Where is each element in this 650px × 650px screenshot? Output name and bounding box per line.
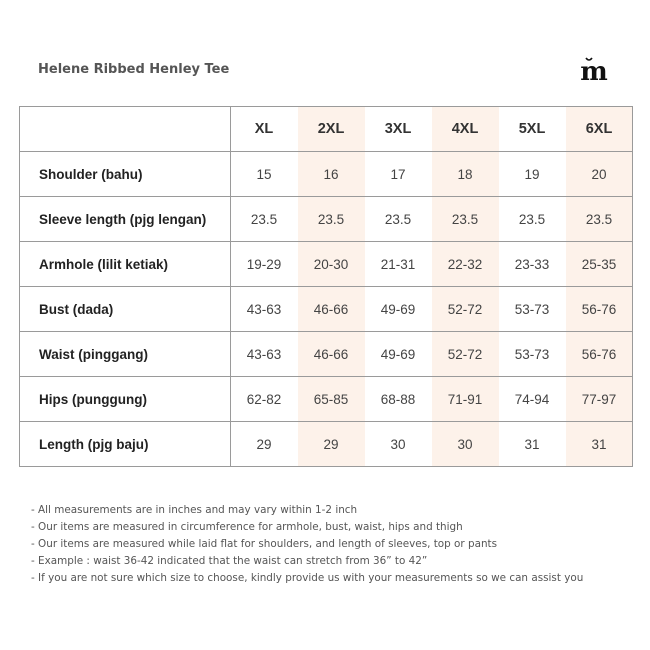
table-row: [20, 197, 633, 242]
table-cell: 19: [499, 152, 566, 197]
note-line: - Our items are measured in circumference for armhole, bust, waist, hips and thigh: [31, 521, 463, 533]
size-header-3xl: 3XL: [365, 107, 432, 152]
table-cell: 20: [566, 152, 633, 197]
table-cell: 56-76: [566, 287, 633, 332]
table-row: [20, 152, 633, 197]
table-cell: 49-69: [365, 287, 432, 332]
table-cell: 52-72: [432, 287, 499, 332]
table-cell: 56-76: [566, 332, 633, 377]
table-cell: 52-72: [432, 332, 499, 377]
table-cell: 23.5: [298, 197, 365, 242]
note-line: - If you are not sure which size to choose, kindly provide us with your measurements so we can assist you: [31, 572, 584, 584]
size-chart-table: [19, 106, 633, 467]
brand-logo: [576, 52, 612, 84]
table-cell: 74-94: [499, 377, 566, 422]
table-cell: 53-73: [499, 332, 566, 377]
size-header-2xl: 2XL: [298, 107, 365, 152]
table-cell: 23.5: [231, 197, 298, 242]
table-cell: 16: [298, 152, 365, 197]
table-cell: 77-97: [566, 377, 633, 422]
table-cell: 43-63: [231, 332, 298, 377]
table-cell: 20-30: [298, 242, 365, 287]
table-cell: 71-91: [432, 377, 499, 422]
table-cell: 15: [231, 152, 298, 197]
size-header-4xl: 4XL: [432, 107, 499, 152]
row-label-shoulder: Shoulder (bahu): [20, 152, 231, 197]
table-cell: 53-73: [499, 287, 566, 332]
table-cell: 43-63: [231, 287, 298, 332]
product-title: Helene Ribbed Henley Tee: [38, 62, 230, 77]
row-label-bust: Bust (dada): [20, 287, 231, 332]
table-cell: 23.5: [365, 197, 432, 242]
table-cell: 30: [365, 422, 432, 467]
table-cell: 22-32: [432, 242, 499, 287]
size-header-row: [20, 107, 633, 152]
row-label-hips: Hips (punggung): [20, 377, 231, 422]
table-cell: 23-33: [499, 242, 566, 287]
row-label-armhole: Armhole (lilit ketiak): [20, 242, 231, 287]
table-cell: 46-66: [298, 287, 365, 332]
note-line: - All measurements are in inches and may vary within 1-2 inch: [31, 504, 358, 516]
table-cell: 23.5: [432, 197, 499, 242]
logo-letter: m: [580, 57, 608, 84]
row-label-length: Length (pjg baju): [20, 422, 231, 467]
row-label-waist: Waist (pinggang): [20, 332, 231, 377]
header-corner-cell: [20, 107, 231, 152]
table-cell: 25-35: [566, 242, 633, 287]
table-row: [20, 377, 633, 422]
table-cell: 17: [365, 152, 432, 197]
table-row: [20, 242, 633, 287]
table-cell: 18: [432, 152, 499, 197]
measurement-notes: [31, 502, 631, 587]
row-label-sleeve-length: Sleeve length (pjg lengan): [20, 197, 231, 242]
note-line: - Example : waist 36-42 indicated that the waist can stretch from 36” to 42”: [31, 555, 428, 567]
size-header-xl: XL: [231, 107, 298, 152]
table-cell: 65-85: [298, 377, 365, 422]
table-cell: 23.5: [566, 197, 633, 242]
table-cell: 29: [231, 422, 298, 467]
table-cell: 49-69: [365, 332, 432, 377]
table-cell: 31: [499, 422, 566, 467]
table-cell: 46-66: [298, 332, 365, 377]
table-cell: 19-29: [231, 242, 298, 287]
table-cell: 68-88: [365, 377, 432, 422]
table-row: [20, 332, 633, 377]
table-cell: 29: [298, 422, 365, 467]
note-line: - Our items are measured while laid flat for shoulders, and length of sleeves, top or pants: [31, 538, 498, 550]
table-cell: 30: [432, 422, 499, 467]
size-header-6xl: 6XL: [566, 107, 633, 152]
size-header-5xl: 5XL: [499, 107, 566, 152]
table-cell: 62-82: [231, 377, 298, 422]
table-cell: 23.5: [499, 197, 566, 242]
table-row: [20, 287, 633, 332]
table-cell: 21-31: [365, 242, 432, 287]
table-row: [20, 422, 633, 467]
table-cell: 31: [566, 422, 633, 467]
